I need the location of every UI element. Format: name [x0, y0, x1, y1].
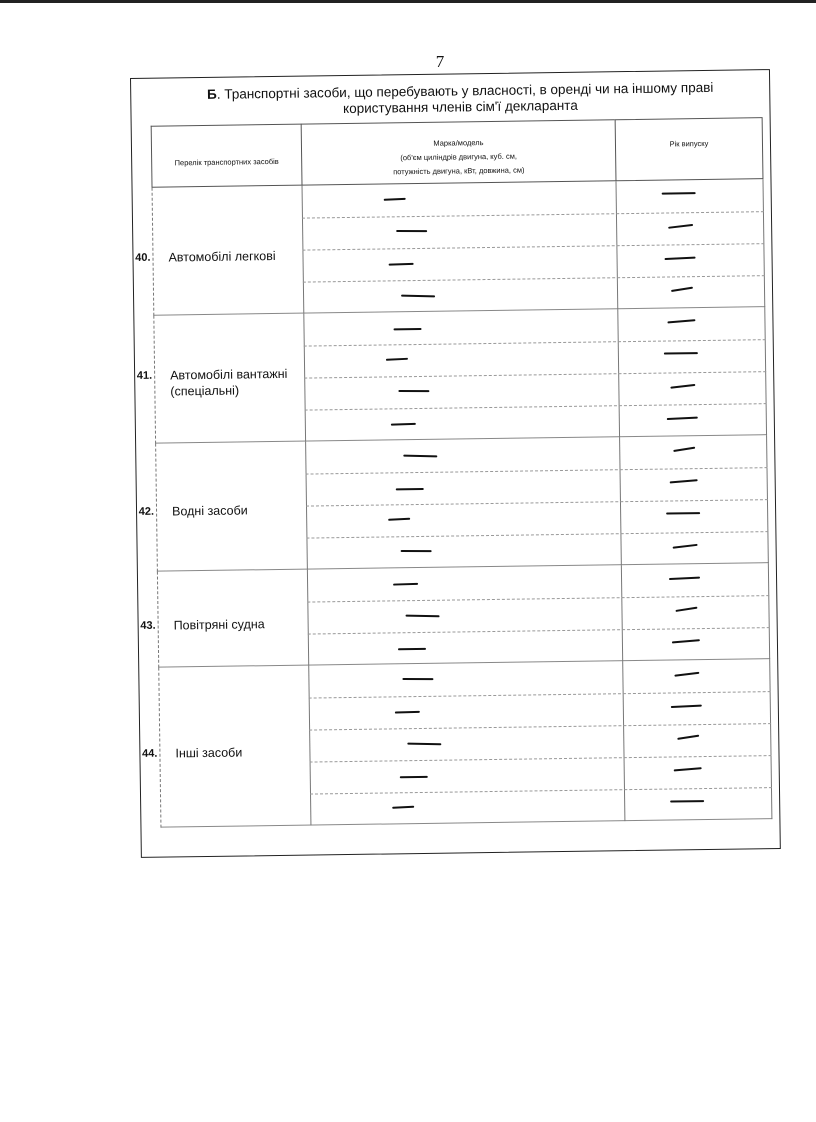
group-41 — [136, 307, 767, 444]
row-divider — [305, 403, 767, 410]
row-divider — [310, 755, 772, 762]
year-dash-mark — [666, 512, 700, 514]
header-model — [301, 119, 616, 185]
group-label: Автомобілі вантажні (спеціальні) — [170, 366, 288, 399]
year-dash-mark — [673, 544, 698, 549]
header-model-label — [302, 134, 616, 180]
model-dash-mark — [401, 550, 432, 552]
year-dash-mark — [662, 192, 696, 194]
page-number: 7 — [435, 52, 445, 71]
model-dash-mark — [396, 230, 427, 232]
group-number: 40. — [135, 251, 151, 264]
vehicles-table — [135, 117, 773, 847]
year-dash-mark — [669, 577, 700, 581]
group-label: Автомобілі легкові — [168, 248, 276, 265]
year-dash-mark — [667, 319, 695, 323]
model-dash-mark — [407, 743, 441, 746]
row-divider — [310, 787, 772, 794]
row-divider — [309, 691, 771, 698]
header-model-line1: Марка/модель — [433, 138, 484, 148]
column-rule — [308, 666, 311, 826]
year-dash-mark — [672, 639, 700, 643]
model-dash-mark — [398, 648, 426, 650]
year-dash-mark — [665, 257, 696, 261]
header-model-line2: (об'єм циліндрів двигуна, куб. см, — [400, 151, 517, 163]
group-40 — [135, 179, 766, 316]
group-number: 41. — [136, 369, 153, 382]
year-dash-mark — [670, 800, 704, 802]
group-43 — [140, 563, 770, 668]
row-divider — [302, 211, 764, 218]
year-dash-mark — [670, 384, 695, 389]
model-dash-mark — [388, 518, 410, 521]
column-rule — [621, 565, 623, 661]
model-dash-mark — [398, 390, 429, 392]
year-dash-mark — [674, 767, 702, 771]
model-dash-mark — [401, 295, 435, 298]
model-dash-mark — [391, 423, 416, 426]
row-divider — [309, 723, 771, 730]
row-divider — [304, 371, 766, 378]
model-dash-mark — [396, 488, 424, 490]
group-label: Повітряні судна — [173, 617, 265, 633]
section-letter: Б — [206, 86, 217, 102]
year-dash-mark — [668, 224, 693, 229]
year-dash-mark — [664, 352, 698, 354]
row-divider — [302, 243, 764, 250]
row-divider — [304, 339, 766, 346]
year-dash-mark — [671, 705, 702, 709]
model-dash-mark — [389, 263, 414, 266]
model-dash-mark — [394, 328, 422, 330]
group-label: Інші засоби — [175, 745, 243, 761]
group-42 — [138, 435, 769, 572]
form-sheet — [130, 69, 781, 858]
model-dash-mark — [386, 358, 408, 361]
header-list-label: Перелік транспортних засобів — [174, 156, 279, 168]
year-dash-mark — [674, 672, 699, 677]
model-dash-mark — [392, 806, 414, 809]
row-divider — [303, 275, 765, 282]
group-number: 42. — [138, 505, 155, 518]
top-rule — [0, 0, 816, 3]
group-label: Водні засоби — [171, 503, 248, 519]
year-dash-mark — [677, 735, 699, 740]
row-divider — [306, 499, 768, 506]
group-44 — [142, 659, 772, 828]
section-title-line2: користування членів сім'ї декларанта — [342, 97, 578, 117]
header-model-line3: потужність двигуна, кВт, довжина, см) — [393, 165, 525, 177]
row-divider — [306, 467, 768, 474]
model-dash-mark — [400, 776, 428, 778]
row-divider — [307, 595, 769, 602]
column-rule — [622, 661, 625, 821]
header-year — [615, 117, 764, 181]
model-dash-mark — [395, 711, 420, 714]
row-divider — [306, 531, 768, 538]
section-title-line1: . Транспортні засоби, що перебувають у власності, в оренді чи на іншому праві — [216, 79, 714, 102]
model-dash-mark — [384, 198, 406, 201]
model-dash-mark — [402, 678, 433, 680]
model-dash-mark — [406, 615, 440, 618]
header-list — [151, 124, 302, 188]
header-year-label: Рік випуску — [669, 138, 709, 149]
year-dash-mark — [673, 447, 695, 452]
group-number: 43. — [140, 619, 156, 632]
group-number: 44. — [142, 747, 158, 760]
year-dash-mark — [675, 607, 697, 612]
row-divider — [308, 627, 770, 634]
column-rule — [157, 572, 159, 668]
year-dash-mark — [667, 417, 698, 421]
year-dash-mark — [671, 287, 693, 292]
model-dash-mark — [403, 455, 437, 458]
column-rule — [307, 570, 309, 666]
year-dash-mark — [670, 479, 698, 483]
model-dash-mark — [393, 583, 418, 586]
